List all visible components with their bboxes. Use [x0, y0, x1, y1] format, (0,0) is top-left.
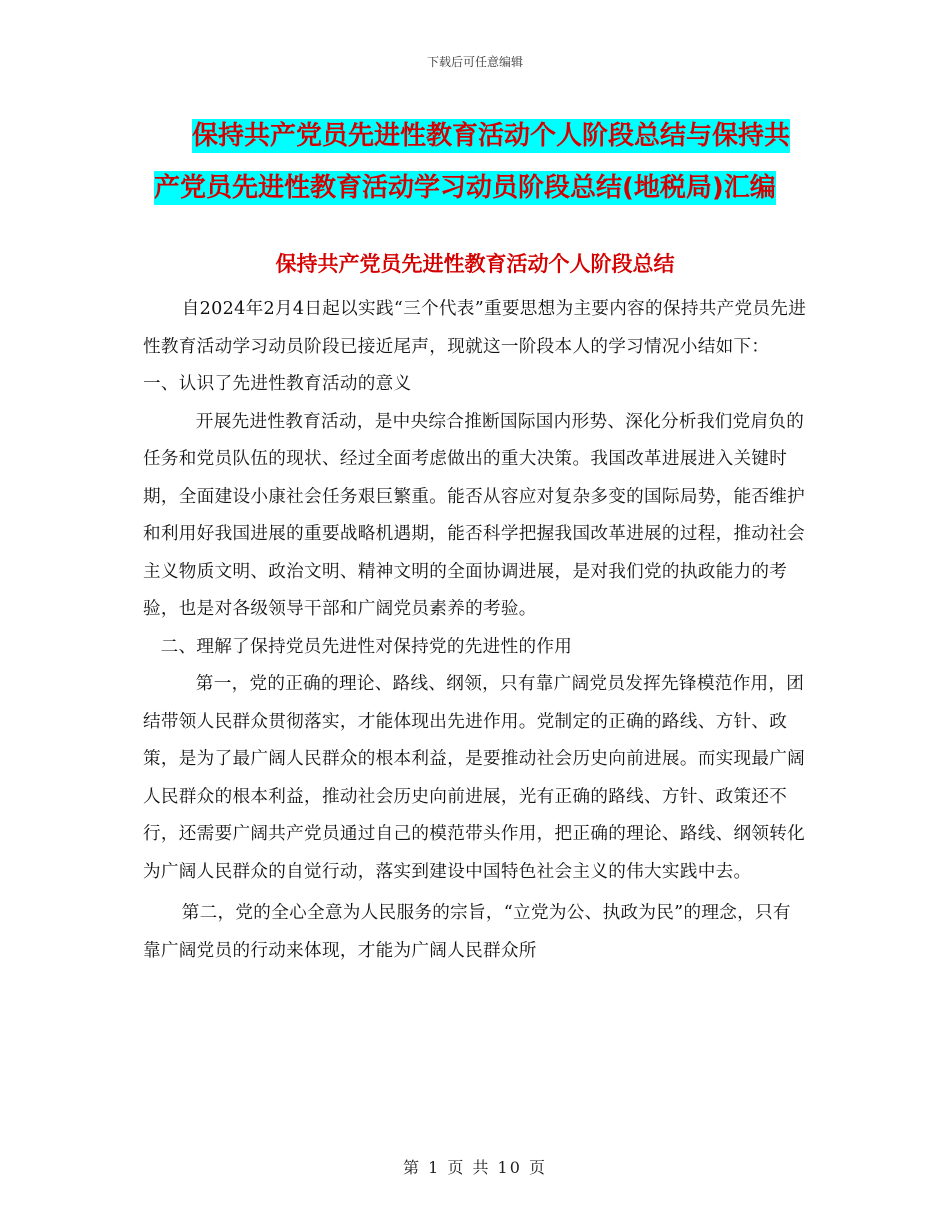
paragraph-intro: 自2024年2月4日起以实践“三个代表”重要思想为主要内容的保持共产党员先进性教育活动学习动员阶段已接近尾声，现就这一阶段本人的学习情况小结如下： — [143, 299, 807, 357]
document-title — [140, 110, 820, 214]
title-line-1: 保持共产党员先进性教育活动个人阶段总结与保持共 — [192, 121, 791, 151]
paragraph-significance: 开展先进性教育活动，是中央综合推断国际国内形势、深化分析我们党肩负的任务和党员队伍的现状、经过全面考虑做出的重大决策。我国改革进展进入关键时期，全面建设小康社会任务艰巨繁重。能否从容应对复杂多变的国际局势，能否维护和利用好我国进展的重要战略机遇期，能否科学把握我国改革进展的过程，推动社会主义物质文明、政治文明、精神文明的全面协调进展，是对我们党的执政能力的考验，也是对各级领导干部和广阔党员素养的考验。 — [143, 411, 806, 619]
document-body — [143, 291, 808, 970]
heading-one: 一、认识了先进性教育活动的意义 — [143, 374, 412, 394]
heading-two: 二、理解了保持党员先进性对保持党的先进性的作用 — [160, 636, 573, 657]
section-title: 保持共产党员先进性教育活动个人阶段总结 — [275, 252, 675, 276]
paragraph-second: 第二，党的全心全意为人民服务的宗旨，“立党为公、执政为民”的理念，只有靠广阔党员的行动来体现，才能为广阔人民群众所 — [143, 903, 791, 961]
paragraph-first: 第一，党的正确的理论、路线、纲领，只有靠广阔党员发挥先锋模范作用，团结带领人民群众贯彻落实，才能体现出先进作用。党制定的正确的路线、方针、政策，是为了最广阔人民群众的根本利益，是要推动社会历史向前进展。而实现最广阔人民群众的根本利益，推动社会历史向前进展，光有正确的路线、方针、政策还不行，还需要广阔共产党员通过自己的模范带头作用，把正确的理论、路线、纲领转化为广阔人民群众的自觉行动，落实到建设中国特色社会主义的伟大实践中去。 — [143, 674, 806, 882]
title-line-2: 产党员先进性教育活动学习动员阶段总结(地税局)汇编 — [154, 173, 776, 203]
page-footer: 第 1 页 共 10 页 — [403, 1158, 547, 1177]
header-note: 下载后可任意编辑 — [426, 55, 523, 69]
